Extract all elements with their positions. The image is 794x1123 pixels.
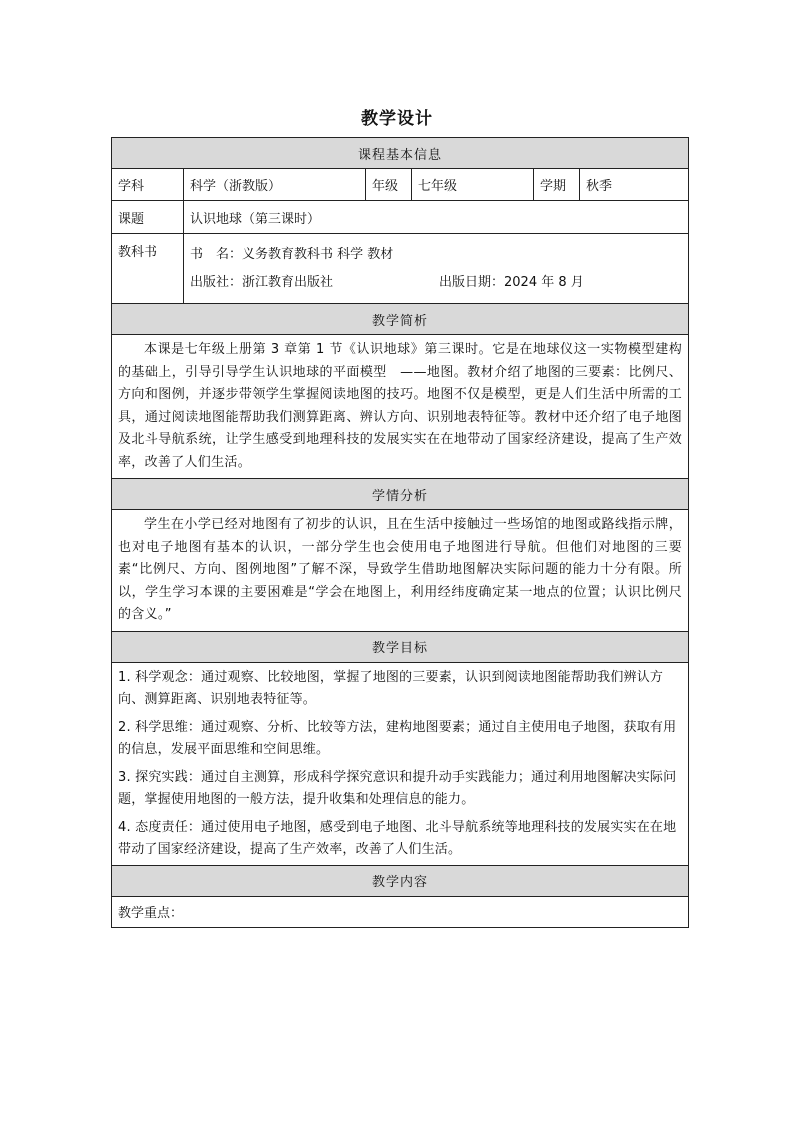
publisher: 出版社：浙江教育出版社 <box>190 274 334 290</box>
lesson-plan-table <box>111 137 689 928</box>
textbook-row <box>112 234 689 304</box>
topic-row <box>112 201 689 234</box>
goal-item: 1. 科学观念：通过观察、比较地图，掌握了地图的三要素，认识到阅读地图能帮助我们辨认方向、测算距离、识别地表特征等。 <box>118 669 664 707</box>
term-value: 秋季 <box>580 169 689 201</box>
document-title: 教学设计 <box>361 109 433 129</box>
goal-item: 2. 科学思维：通过观察、分析、比较等方法，建构地图要素；通过自主使用电子地图，获取有用的信息，发展平面思维和空间思维。 <box>118 719 677 757</box>
grade-value: 七年级 <box>412 169 534 201</box>
term-label: 学期 <box>534 169 580 201</box>
section-header-goals <box>112 631 689 662</box>
section-header-brief <box>112 304 689 335</box>
learner-row <box>112 510 689 632</box>
textbook-info <box>184 234 689 304</box>
subject-value: 科学（浙教版） <box>184 169 366 201</box>
publish-date: 出版日期：2024 年 8 月 <box>439 274 584 290</box>
textbook-label: 教科书 <box>112 234 184 304</box>
learner-paragraph: 学生在小学已经对地图有了初步的认识，且在生活中接触过一些场馆的地图或路线指示牌，也对电子地图有基本的认识，一部分学生也会使用电子地图进行导航。但他们对地图的三要素“比例尺、方向、图例地图”了解不深，导致学生借助地图解决实际问题的能力十分有限。所以，学生学习本课的主要困难是“学会在地图上，利用经纬度确定某一地点的位置；认识比例尺的含义。” <box>118 517 683 622</box>
section-title: 课程基本信息 <box>112 138 689 169</box>
book-name: 书 名：义务教育教科书 科学 教材 <box>190 246 394 262</box>
key-points-label: 教学重点： <box>112 896 689 927</box>
goals-row <box>112 662 689 865</box>
section-title: 教学内容 <box>112 865 689 896</box>
topic-label: 课题 <box>112 201 184 234</box>
goal-item: 4. 态度责任：通过使用电子地图，感受到电子地图、北斗导航系统等地理科技的发展实实在在地带动了国家经济建设，提高了生产效率，改善了人们生活。 <box>118 819 677 857</box>
grade-label: 年级 <box>366 169 412 201</box>
brief-paragraph: 本课是七年级上册第 3 章第 1 节《认识地球》第三课时。它是在地球仪这一实物模型建构的基础上，引导引导学生认识地球的平面模型 ——地图。教材介绍了地图的三要素：比例尺、方向和图例，并逐步带领学生掌握阅读地图的技巧。地图不仅是模型，更是人们生活中所需的工具，通过阅读地图能帮助我们测算距离、辨认方向、识别地表特征等。教材中还介绍了电子地图及北斗导航系统，让学生感受到地理科技的发展实实在在地带动了国家经济建设，提高了生产效率，改善了人们生活。 <box>118 342 683 470</box>
brief-row <box>112 335 689 479</box>
topic-value: 认识地球（第三课时） <box>184 201 689 234</box>
subject-label: 学科 <box>112 169 184 201</box>
key-points-row <box>112 896 689 927</box>
section-header-basic-info <box>112 138 689 169</box>
publisher-line <box>190 269 682 297</box>
section-title: 学情分析 <box>112 479 689 510</box>
section-title: 教学目标 <box>112 631 689 662</box>
section-header-content <box>112 865 689 896</box>
section-title: 教学简析 <box>112 304 689 335</box>
goal-item: 3. 探究实践：通过自主测算，形成科学探究意识和提升动手实践能力；通过利用地图解决实际问题，掌握使用地图的一般方法，提升收集和处理信息的能力。 <box>118 769 677 807</box>
basic-info-row <box>112 169 689 201</box>
section-header-learner <box>112 479 689 510</box>
